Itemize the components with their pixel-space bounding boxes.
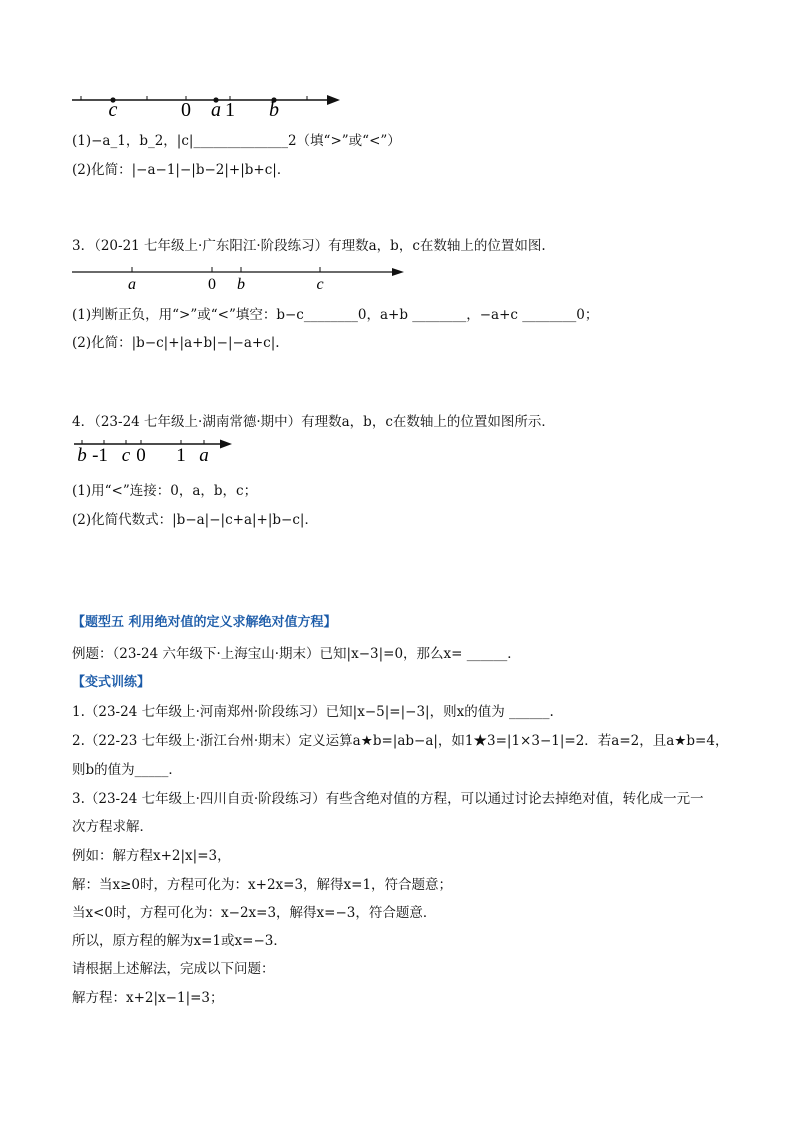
example-problem: 例题：（23-24 六年级下·上海宝山·期末）已知|x−3|=0，那么x= ______． — [72, 646, 521, 662]
example-equation: 例如：解方程x+2|x|=3， — [72, 848, 231, 864]
nl1-label: 0 — [181, 99, 191, 121]
number-line-1 — [0, 88, 794, 122]
nl3-label: c — [121, 445, 131, 466]
nl3-label: b — [77, 445, 87, 466]
section-heading-practice: 【变式训练】 — [72, 675, 151, 690]
nl3-label: -1 — [92, 445, 108, 466]
solution-conclusion: 所以，原方程的解为x=1或x=−3． — [72, 933, 287, 949]
practice-q3-line1: 3.（23-24 七年级上·四川自贡·阶段练习）有些含绝对值的方程，可以通过讨论去掉绝对值，转化成一元一 — [72, 791, 704, 807]
q3-part2: (2)化简：|b−c|+|a+b|−|−a+c|. — [72, 335, 280, 351]
q3-stem: 3．（20-21 七年级上·广东阳江·阶段练习）有理数a，b，c在数轴上的位置如图. — [72, 238, 546, 254]
nl2-label: a — [128, 276, 136, 293]
nl3-label: 1 — [176, 445, 186, 466]
nl1-label: b — [269, 99, 279, 121]
nl1-label: c — [108, 99, 118, 121]
q4-stem: 4．（23-24 七年级上·湖南常德·期中）有理数a，b，c在数轴上的位置如图所示． — [72, 414, 555, 430]
instruction: 请根据上述解法，完成以下问题： — [72, 961, 275, 977]
number-line-3 — [0, 434, 794, 468]
q2-part1: (1)−a_1，b_2，|c|______________2（填“>”或“<”） — [72, 133, 401, 149]
section-heading-type5: 【题型五 利用绝对值的定义求解绝对值方程】 — [72, 615, 337, 630]
nl1-label: a — [211, 99, 221, 121]
nl3-label: 0 — [136, 445, 146, 466]
task-equation: 解方程：x+2|x−1|=3； — [72, 990, 224, 1006]
q2-part2: (2)化简：|−a−1|−|b−2|+|b+c|． — [72, 162, 291, 178]
nl3-label: a — [199, 445, 209, 466]
practice-q2-line2: 则b的值为_____． — [72, 762, 182, 778]
practice-q2-line1: 2.（22-23 七年级上·浙江台州·期末）定义运算a★b=|ab−a|，如1★3=|1×3−1|=2．若a=2，且a★b=4， — [72, 733, 729, 749]
number-line-2 — [0, 262, 794, 296]
nl2-label: c — [316, 276, 324, 293]
practice-q1: 1.（23-24 七年级上·河南郑州·阶段练习）已知|x−5|=|−3|，则x的值为 ______. — [72, 704, 554, 720]
nl1-label: 1 — [225, 99, 235, 121]
q4-part1: (1)用“<”连接：0，a，b，c； — [72, 483, 258, 499]
q3-part1: (1)判断正负，用“>”或“<”填空：b−c________0，a+b ________，−a+c ________0； — [72, 307, 599, 323]
solution-case2: 当x<0时，方程可化为：x−2x=3，解得x=−3，符合题意． — [72, 905, 437, 921]
practice-q3-line2: 次方程求解． — [72, 819, 153, 835]
nl2-label: b — [237, 276, 245, 293]
solution-case1: 解：当x≥0时，方程可化为：x+2x=3，解得x=1，符合题意； — [72, 877, 453, 893]
q4-part2: (2)化简代数式：|b−a|−|c+a|+|b−c|． — [72, 512, 318, 528]
nl2-label: 0 — [208, 276, 216, 293]
